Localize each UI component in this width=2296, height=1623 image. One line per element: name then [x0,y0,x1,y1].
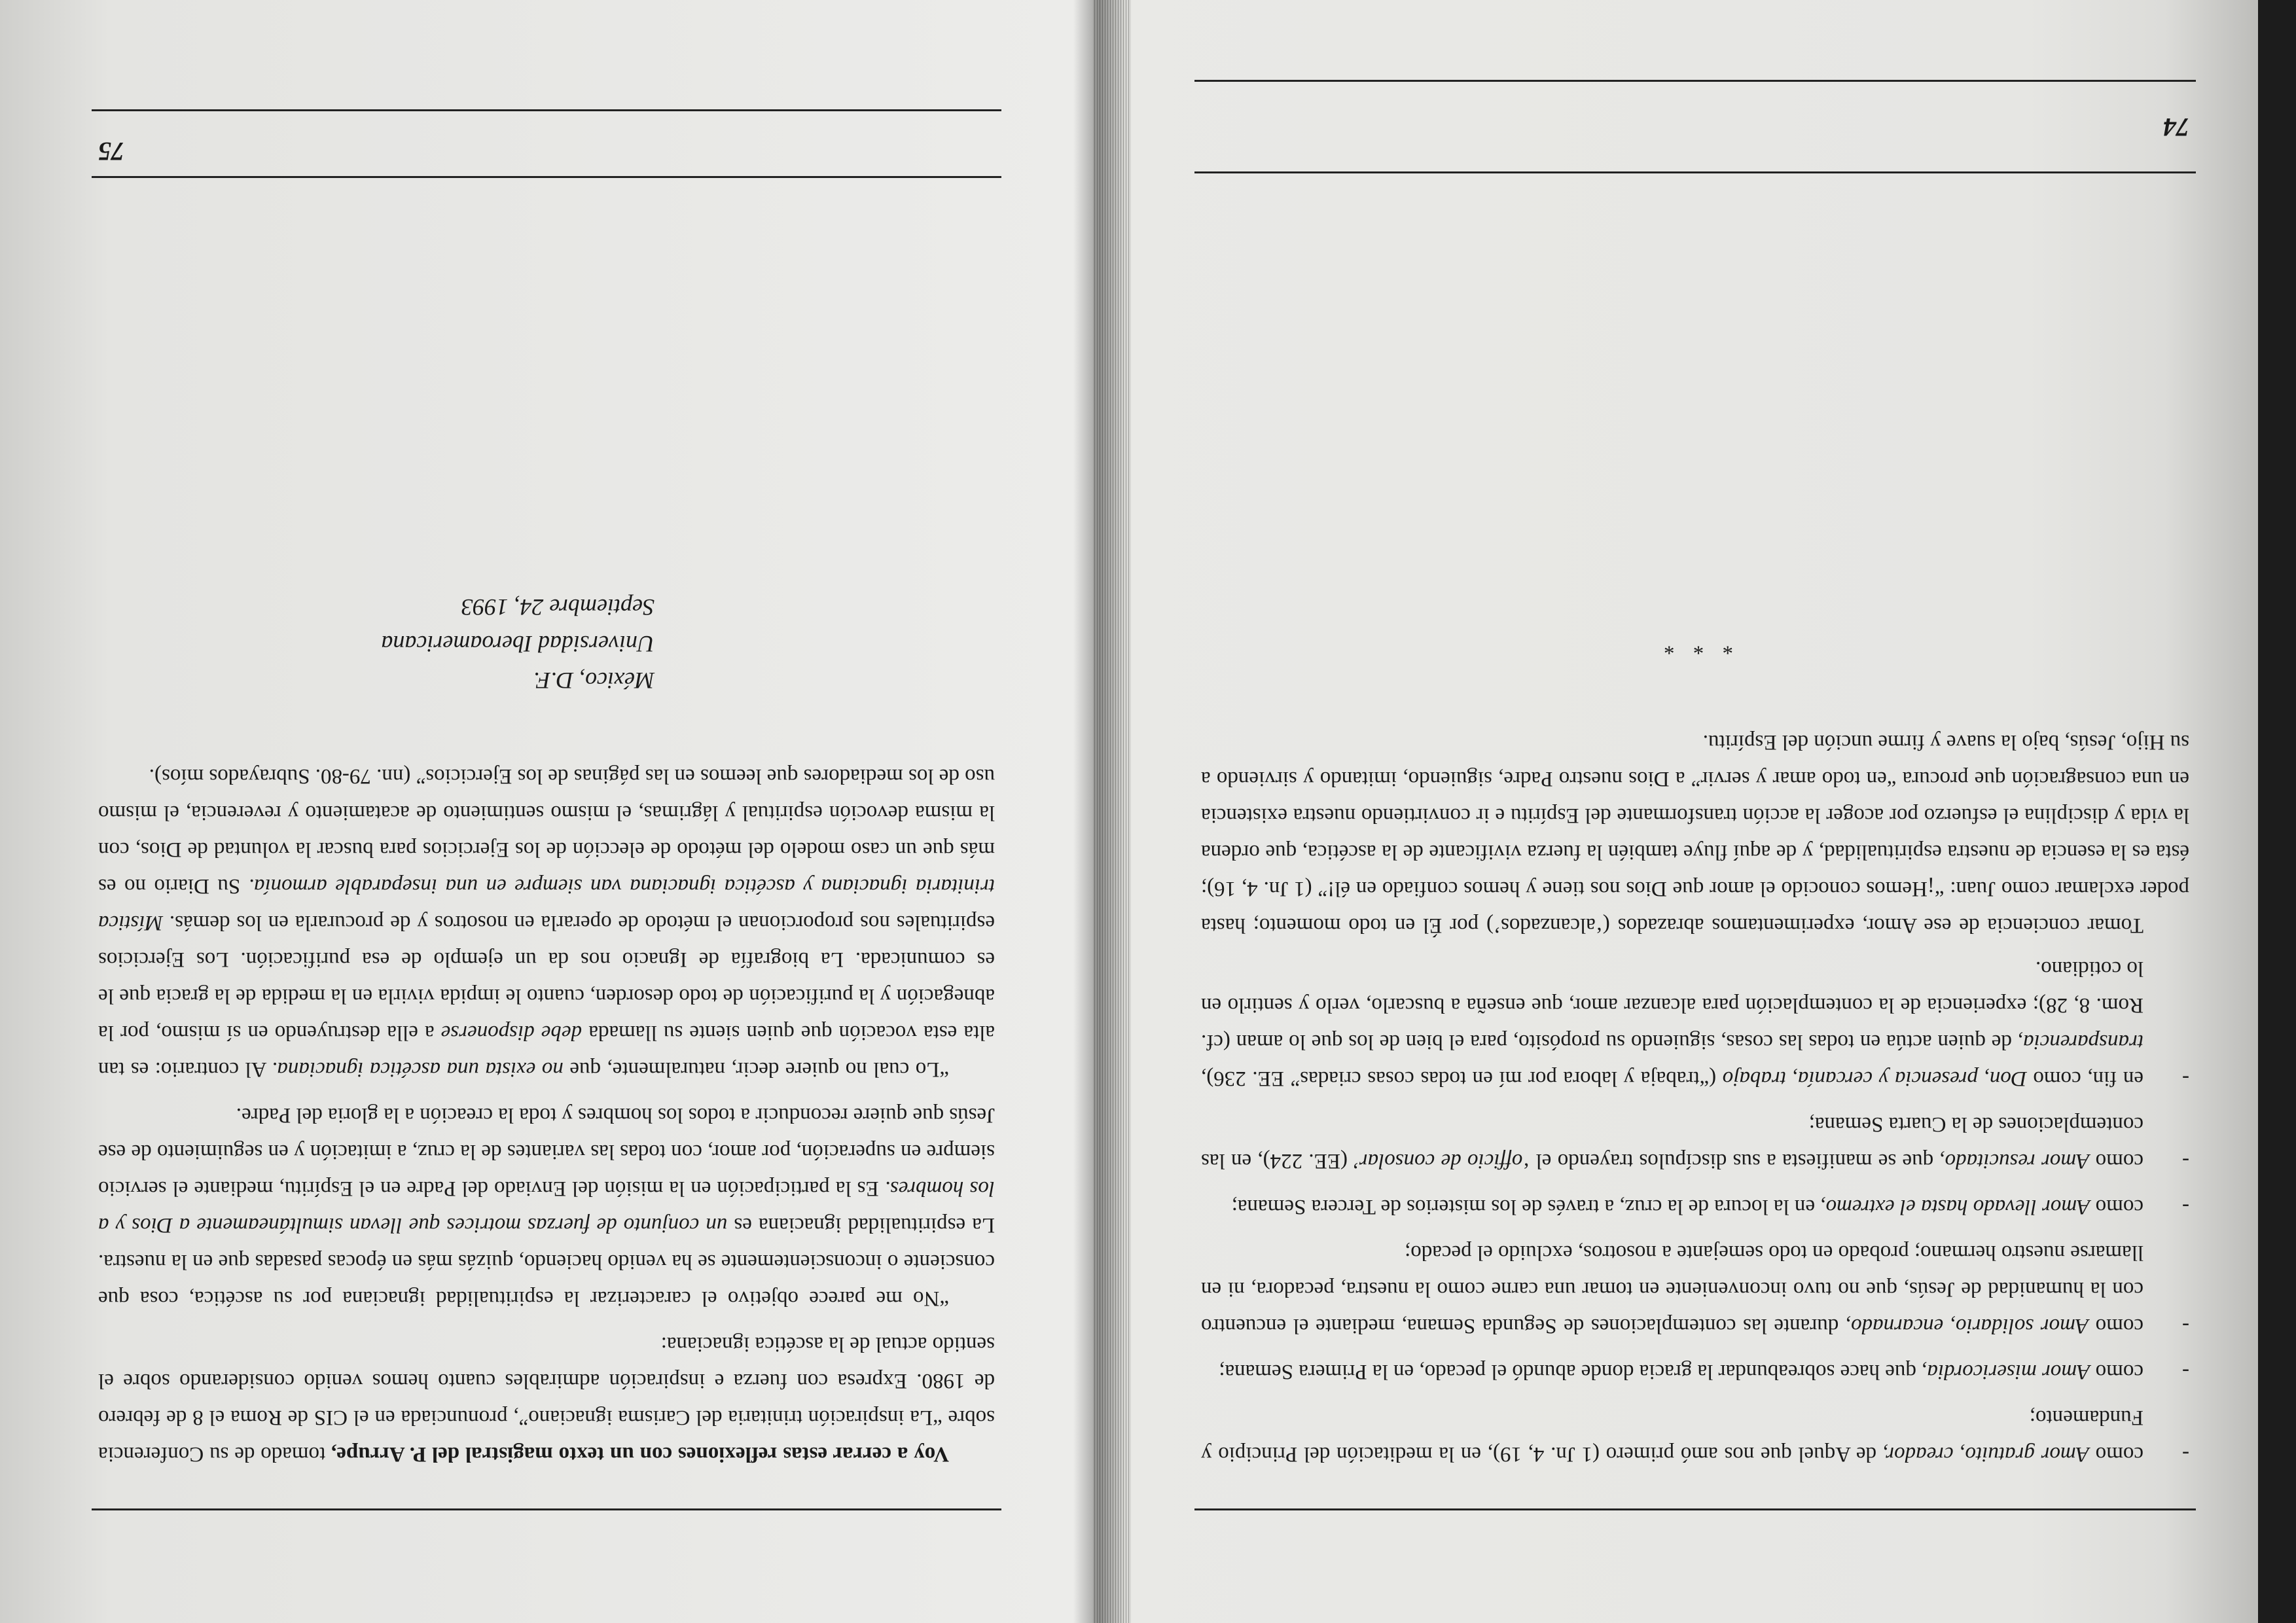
list-item [1201,1234,2189,1344]
list-item [1201,1188,2189,1225]
love-list [1201,950,2189,1472]
page-74 [1093,0,2258,1623]
page-75 [0,0,1093,1623]
quote2-part-c: Al contrario: es tan alta esta vocación que quien siente su llamada [98,1021,995,1081]
item-text: que hace sobreabundar la gracia donde abundó el pecado, en la Primera Semana; [1219,1360,1922,1383]
item-prefix: como [2090,1195,2144,1219]
arrupe-quote-2 [98,758,995,1088]
item-text: que se manifiesta a sus discípulos trayendo el ‘ [1522,1149,1940,1173]
signature-university: Universidad Iberoamericana [381,631,655,657]
signature-place: México, D.F. [533,668,655,694]
list-item [1201,1106,2189,1179]
arrupe-quote-1 [98,1097,995,1317]
footer-rule-upper [1194,171,2196,173]
quote2-emphasis-2: debe disponerse [440,1021,583,1044]
page-75-text [98,589,995,1472]
item-emphasis-2: officio de consolar [1359,1149,1523,1173]
item-text-end: ’ (EE. 224), en las contemplaciones de la Cuarta Semana; [1200,1113,2144,1173]
item-text: en la locura de la cruz, a través de los misterios de Tercera Semana; [1231,1195,1821,1219]
footer-rule-lower [1194,80,2196,82]
page-stack-edge [1093,0,1131,1623]
item-emphasis: Amor llevado hasta el extremo, [1820,1195,2090,1219]
quote1-part-c: Es la participación en la misión del Enviado del Padre en el Espíritu, mediante el servicio siempre en superación, por amor, con todas las variantes de la cruz, a imitación y en seguimiento de ese Jesús que quiere reconducir a todos los hombres y toda la creación a la gloria del Padre. [98,1103,995,1200]
page-number: 75 [98,137,124,166]
page-74-text [1201,628,2189,1472]
top-rule [92,1508,1001,1510]
signature-block [98,589,655,699]
intro-rest: tomado de su Conferencia sobre “La inspiración trinitaria del Carisma ignaciano”, pronunciada en el CIS de Roma el 8 de febrero de 1980. Expresa con fuerza e inspiración admirables cuanto hemos venido considerando sobre el sentido actual de la ascética ignaciana: [98,1332,995,1466]
quote1-emphasis: un conjunto de fuerzas motrices que llevan simultáneamente a Dios y a los hombres. [98,1177,995,1237]
item-emphasis: Amor resucitado, [1939,1149,2090,1173]
list-item [1201,950,2189,1097]
item-text: (“trabaja y labora por mí en todas cosas criadas” EE. 236), [1201,1067,1723,1090]
item-prefix: como [2089,1314,2144,1338]
top-rule [1194,1508,2196,1510]
item-prefix: como [2090,1360,2144,1383]
item-text: de Aquel que nos amó primero (1 Jn. 4, 19), en la meditación del Principio y Fundamento; [1201,1406,2144,1466]
footer-rule-upper [92,176,1001,178]
item-prefix: como [2089,1442,2144,1466]
signature-date: Septiembre 24, 1993 [461,594,655,620]
quote2-emphasis-1: no exista una ascética ignaciana. [272,1058,564,1081]
section-separator: * * * [1657,635,1733,658]
bold-intro: Voy a cerrar estas reflexiones con un texto magistral del P. Arrupe, [331,1442,949,1466]
quote2-emphasis-3: Mística trinitaria ignaciana y ascética ignaciana van siempre en una inseparable armonía. [98,874,995,935]
list-item [1201,1353,2189,1390]
item-prefix: como [2089,1149,2144,1173]
item-emphasis: Amor misericordia, [1922,1360,2090,1383]
item-prefix: en fin, como [2026,1067,2144,1090]
quote2-part-a: “Lo cual no quiere decir, naturalmente, que [563,1058,949,1081]
page-number: 74 [2163,113,2189,142]
item-emphasis: Amor gratuito, creador, [1882,1442,2089,1466]
item-emphasis-2: transparencia, [2017,1030,2144,1054]
closing-paragraph: Tomar conciencia de ese Amor, experimentamos abrazados (‘alcanzados’) por Él en todo momento; hasta poder exclamar como Juan: “¡Hemos conocido el amor que Dios nos tiene y hemos confiado en él!” (1 Jn. 4, 16); ésta es la esencia de nuestra espiritualidad, y de aquí fluye también la fuerza vivificante de la ascética, que ordena la vida y disciplina el esfuerzo por acoger la acción transformante del Espíritu e ir convirtiendo nuestra existencia en una consagración que procura “en todo amar y servir” a Dios nuestro Padre, siguiendo, imitando y sirviendo a su Hijo, Jesús, bajo la suave y firme unción del Espíritu. [1201,730,2189,937]
footer-rule-lower [92,109,1001,111]
quote2-part-e: a ella destruyendo en sí mismo, por la abnegación y la purificación de todo desorden, cuanto le impida vivirla en la medida de la gracia que le es comunicada. La biografía de Ignacio nos da un ejemplo de esa purificación. Los Ejercicios espirituales nos proporcionan el método de operarla en nosotros y de procurarla en los demás. [98,911,995,1044]
list-item [1201,1399,2189,1472]
item-text: durante las contemplaciones de Segunda Semana, mediante el encuentro con la humanidad de Jesús, que no tuvo inconveniente en tomar una carne como la nuestra, pecadora, ni en llamarse nuestro hermano; probado en todo semejante a nosotros, excluido el pecado; [1201,1241,2144,1338]
item-emphasis: Amor solidario, encarnado, [1845,1314,2089,1338]
item-text-end: de quien actúa en todas las cosas, siguiendo su propósito, para el bien de los que lo aman (cf. Rom. 8, 28); experiencia de la contemplación para alcanzar amor, que enseña a buscarlo, verlo y sentirlo en lo cotidiano. [1201,957,2144,1054]
quote2-part-g: Su Diario no es más que un caso modelo del método de elección de los Ejercicios para buscar la voluntad de Dios, con la misma devoción espiritual y lágrimas, el mismo sentimiento de acatamiento y reverencia, el mismo uso de los mediadores que leemos en las páginas de los Ejercicios” (nn. 79-80. Subrayados míos). [98,764,995,898]
closing-intro-paragraph [98,1326,995,1472]
quote1-part-a: “No me parece objetivo el caracterizar la espiritualidad ignaciana por su ascética, cosa que consciente o inconscientemente se ha venido haciendo, quizás más en épocas pasadas que en la nuestra. La espiritualidad ignaciana es [98,1213,995,1310]
item-emphasis: Don, presencia y cercanía, trabajo [1722,1067,2027,1090]
